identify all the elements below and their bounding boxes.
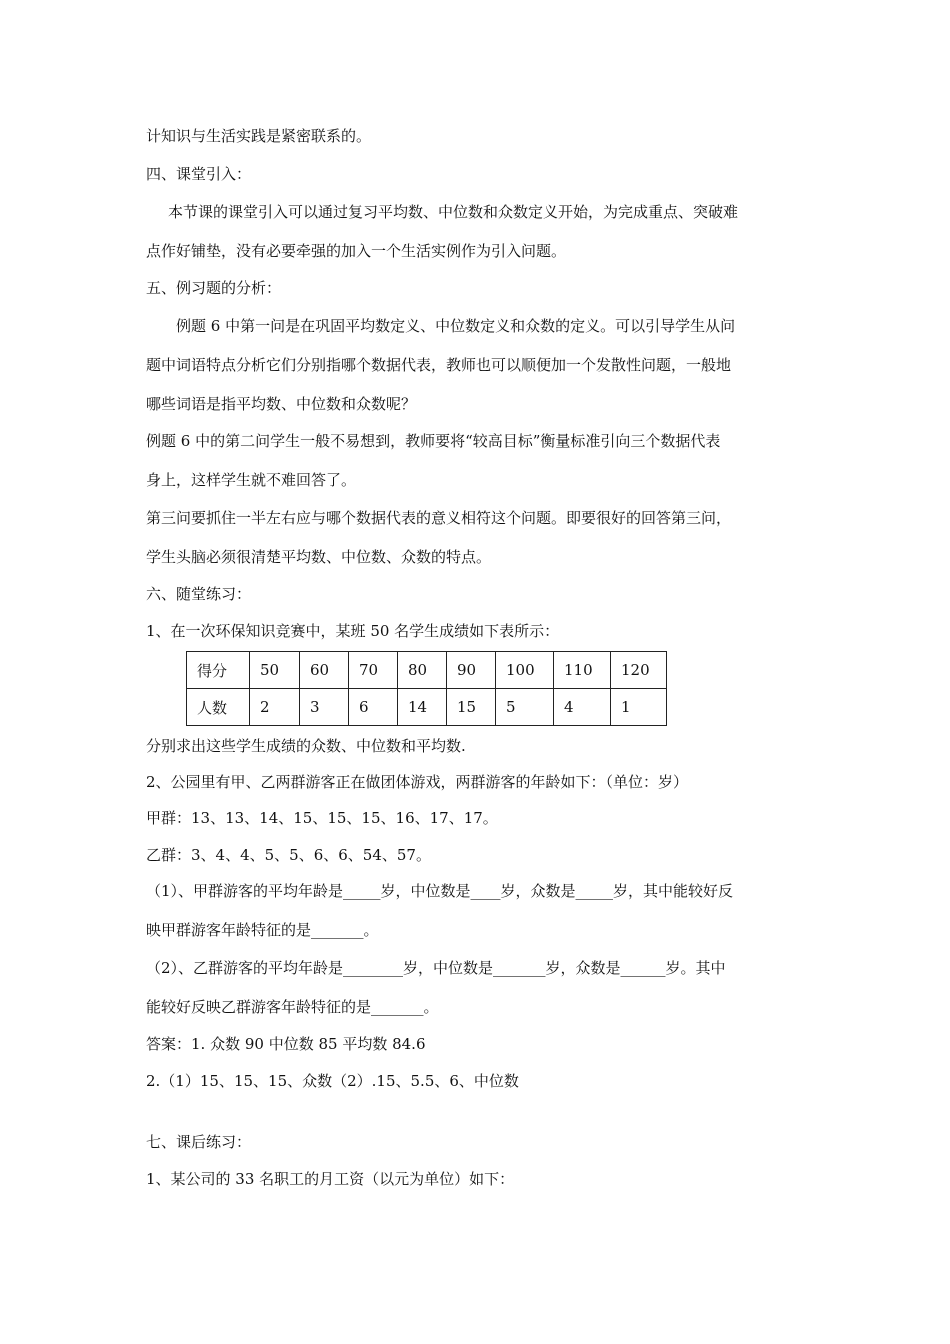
section-heading-5: 五、例习题的分析： — [146, 279, 282, 297]
data-line: 甲群：13、13、14、15、15、15、16、17、17。 — [146, 809, 498, 827]
table-cell: 110 — [554, 652, 611, 689]
paragraph-text: 学生头脑必须很清楚平均数、中位数、众数的特点。 — [146, 548, 492, 566]
paragraph-text: 例题 6 中的第二问学生一般不易想到，教师要将“较高目标”衡量标准引向三个数据代表 — [146, 432, 721, 450]
section-heading-6: 六、随堂练习： — [146, 585, 252, 603]
table-cell: 3 — [300, 689, 349, 726]
paragraph-text: 哪些词语是指平均数、中位数和众数呢？ — [146, 395, 417, 413]
score-table — [186, 651, 667, 726]
section-heading-7: 七、课后练习： — [146, 1133, 252, 1151]
paragraph-text: 计知识与生活实践是紧密联系的。 — [146, 127, 372, 145]
paragraph-text: 题中词语特点分析它们分别指哪个数据代表，教师也可以顺便加一个发散性问题，一般地 — [146, 356, 732, 374]
answer-text: 2.（1）15、15、15、众数（2）.15、5.5、6、中位数 — [146, 1072, 519, 1090]
paragraph-text: 例题 6 中第一问是在巩固平均数定义、中位数定义和众数的定义。可以引导学生从问 — [176, 317, 736, 335]
table-cell: 120 — [611, 652, 667, 689]
table-row — [187, 652, 667, 689]
question-text: 1、在一次环保知识竞赛中，某班 50 名学生成绩如下表所示： — [146, 622, 560, 640]
paragraph-text: 第三问要抓住一半左右应与哪个数据代表的意义相符这个问题。即要很好的回答第三问， — [146, 509, 732, 527]
table-cell: 人数 — [187, 689, 250, 726]
table-cell: 4 — [554, 689, 611, 726]
paragraph-text: 本节课的课堂引入可以通过复习平均数、中位数和众数定义开始，为完成重点、突破难 — [168, 203, 739, 221]
question-text: （2）、乙群游客的平均年龄是________岁，中位数是_______岁，众数是______岁。其中 — [146, 959, 726, 977]
question-text: 分别求出这些学生成绩的众数、中位数和平均数. — [146, 737, 466, 755]
data-line: 乙群：3、4、4、5、5、6、6、54、57。 — [146, 846, 431, 864]
answer-text: 答案：1. 众数 90 中位数 85 平均数 84.6 — [146, 1035, 426, 1053]
section-heading-4: 四、课堂引入： — [146, 165, 252, 183]
table-cell: 6 — [349, 689, 398, 726]
paragraph-text: 点作好铺垫，没有必要牵强的加入一个生活实例作为引入问题。 — [146, 242, 567, 260]
table-cell: 14 — [398, 689, 447, 726]
question-text: （1）、甲群游客的平均年龄是_____岁，中位数是____岁，众数是_____岁，其中能较好反 — [146, 882, 734, 900]
table-cell: 80 — [398, 652, 447, 689]
table-cell: 60 — [300, 652, 349, 689]
table-cell: 15 — [447, 689, 496, 726]
question-text: 能较好反映乙群游客年龄特征的是_______。 — [146, 998, 439, 1016]
table-cell: 2 — [250, 689, 300, 726]
table-cell: 90 — [447, 652, 496, 689]
table-cell: 1 — [611, 689, 667, 726]
paragraph-text: 身上，这样学生就不难回答了。 — [146, 471, 357, 489]
question-text: 2、公园里有甲、乙两群游客正在做团体游戏，两群游客的年龄如下：（单位：岁） — [146, 773, 689, 791]
question-text: 1、某公司的 33 名职工的月工资（以元为单位）如下： — [146, 1170, 515, 1188]
table-cell: 100 — [496, 652, 554, 689]
table-cell: 50 — [250, 652, 300, 689]
table-cell: 得分 — [187, 652, 250, 689]
table-cell: 70 — [349, 652, 398, 689]
table-row — [187, 689, 667, 726]
table-cell: 5 — [496, 689, 554, 726]
question-text: 映甲群游客年龄特征的是_______。 — [146, 921, 379, 939]
